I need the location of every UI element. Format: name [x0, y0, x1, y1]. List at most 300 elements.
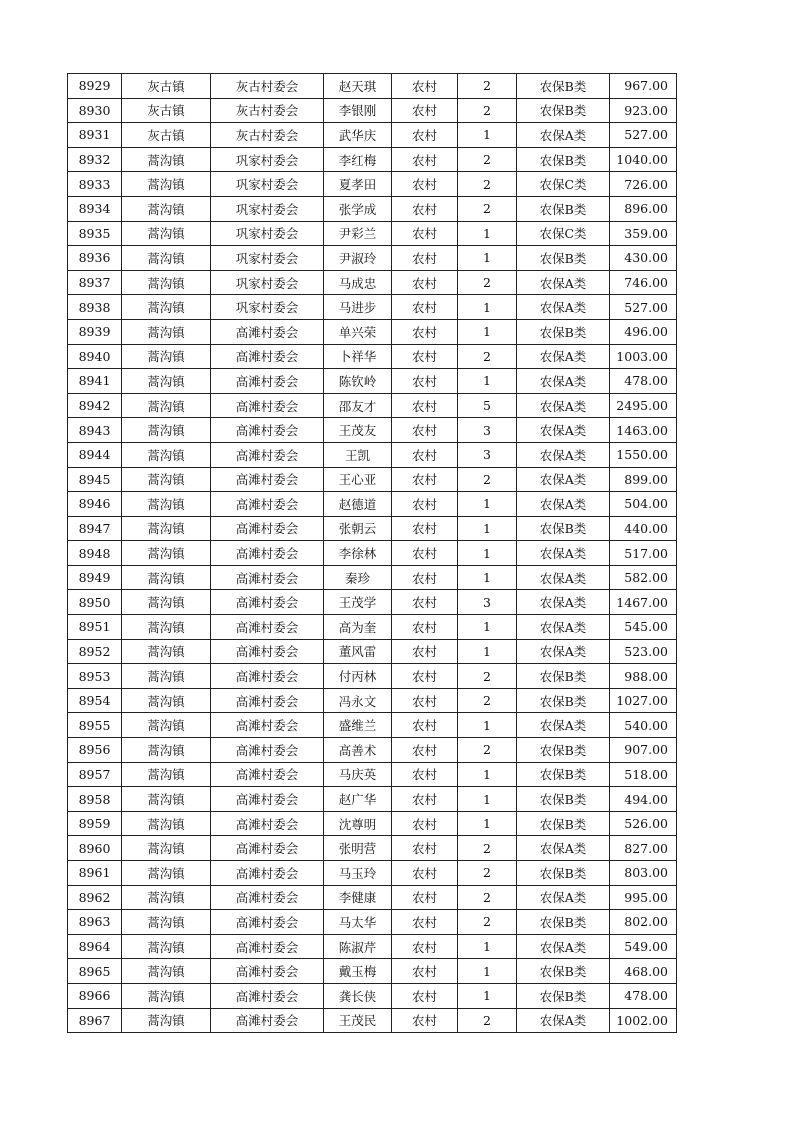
area-type-cell: 农村 — [392, 344, 458, 369]
amount-cell: 1463.00 — [610, 418, 677, 443]
town-cell: 蒿沟镇 — [122, 811, 211, 836]
insurance-category-cell: 农保B类 — [517, 959, 610, 984]
area-type-cell: 农村 — [392, 270, 458, 295]
village-committee-cell: 灰古村委会 — [211, 74, 324, 99]
amount-cell: 726.00 — [610, 172, 677, 197]
village-committee-cell: 高滩村委会 — [211, 1008, 324, 1033]
village-committee-cell: 高滩村委会 — [211, 639, 324, 664]
town-cell: 蒿沟镇 — [122, 541, 211, 566]
insurance-category-cell: 农保A类 — [517, 639, 610, 664]
row-number-cell: 8929 — [68, 74, 122, 99]
insurance-category-cell: 农保A类 — [517, 615, 610, 640]
household-count-cell: 1 — [458, 295, 517, 320]
village-committee-cell: 高滩村委会 — [211, 418, 324, 443]
household-count-cell: 2 — [458, 344, 517, 369]
table-row — [68, 639, 677, 664]
amount-cell: 746.00 — [610, 270, 677, 295]
table-row — [68, 344, 677, 369]
table-body — [68, 74, 677, 1033]
town-cell: 蒿沟镇 — [122, 418, 211, 443]
household-count-cell: 1 — [458, 221, 517, 246]
village-committee-cell: 灰古村委会 — [211, 123, 324, 148]
person-name-cell: 邵友才 — [324, 393, 392, 418]
area-type-cell: 农村 — [392, 393, 458, 418]
insurance-category-cell: 农保B类 — [517, 861, 610, 886]
village-committee-cell: 高滩村委会 — [211, 319, 324, 344]
village-committee-cell: 高滩村委会 — [211, 369, 324, 394]
row-number-cell: 8950 — [68, 590, 122, 615]
amount-cell: 478.00 — [610, 983, 677, 1008]
household-count-cell: 1 — [458, 959, 517, 984]
row-number-cell: 8958 — [68, 787, 122, 812]
person-name-cell: 武华庆 — [324, 123, 392, 148]
person-name-cell: 赵天琪 — [324, 74, 392, 99]
person-name-cell: 赵广华 — [324, 787, 392, 812]
town-cell: 蒿沟镇 — [122, 713, 211, 738]
household-count-cell: 2 — [458, 738, 517, 763]
area-type-cell: 农村 — [392, 442, 458, 467]
household-count-cell: 1 — [458, 762, 517, 787]
table-row — [68, 590, 677, 615]
row-number-cell: 8942 — [68, 393, 122, 418]
household-count-cell: 1 — [458, 615, 517, 640]
amount-cell: 523.00 — [610, 639, 677, 664]
village-committee-cell: 巩家村委会 — [211, 270, 324, 295]
area-type-cell: 农村 — [392, 369, 458, 394]
town-cell: 蒿沟镇 — [122, 492, 211, 517]
person-name-cell: 赵德道 — [324, 492, 392, 517]
person-name-cell: 高善术 — [324, 738, 392, 763]
table-row — [68, 1008, 677, 1033]
area-type-cell: 农村 — [392, 910, 458, 935]
table-row — [68, 762, 677, 787]
household-count-cell: 2 — [458, 885, 517, 910]
village-committee-cell: 高滩村委会 — [211, 442, 324, 467]
insurance-category-cell: 农保B类 — [517, 762, 610, 787]
area-type-cell: 农村 — [392, 639, 458, 664]
table-row — [68, 885, 677, 910]
town-cell: 蒿沟镇 — [122, 639, 211, 664]
household-count-cell: 5 — [458, 393, 517, 418]
person-name-cell: 马庆英 — [324, 762, 392, 787]
person-name-cell: 夏孝田 — [324, 172, 392, 197]
area-type-cell: 农村 — [392, 319, 458, 344]
household-count-cell: 2 — [458, 861, 517, 886]
household-count-cell: 1 — [458, 492, 517, 517]
household-count-cell: 1 — [458, 787, 517, 812]
amount-cell: 494.00 — [610, 787, 677, 812]
insurance-category-cell: 农保A类 — [517, 836, 610, 861]
table-row — [68, 196, 677, 221]
person-name-cell: 李银刚 — [324, 98, 392, 123]
amount-cell: 527.00 — [610, 295, 677, 320]
amount-cell: 988.00 — [610, 664, 677, 689]
household-count-cell: 3 — [458, 442, 517, 467]
household-count-cell: 2 — [458, 664, 517, 689]
table-row — [68, 270, 677, 295]
amount-cell: 802.00 — [610, 910, 677, 935]
village-committee-cell: 巩家村委会 — [211, 221, 324, 246]
table-row — [68, 811, 677, 836]
row-number-cell: 8963 — [68, 910, 122, 935]
table-row — [68, 147, 677, 172]
insurance-category-cell: 农保B类 — [517, 664, 610, 689]
table-row — [68, 615, 677, 640]
village-committee-cell: 高滩村委会 — [211, 738, 324, 763]
village-committee-cell: 高滩村委会 — [211, 615, 324, 640]
person-name-cell: 马玉玲 — [324, 861, 392, 886]
amount-cell: 1027.00 — [610, 688, 677, 713]
area-type-cell: 农村 — [392, 713, 458, 738]
records-table — [67, 73, 677, 1033]
table-row — [68, 393, 677, 418]
household-count-cell: 2 — [458, 270, 517, 295]
amount-cell: 923.00 — [610, 98, 677, 123]
person-name-cell: 李徐林 — [324, 541, 392, 566]
row-number-cell: 8946 — [68, 492, 122, 517]
table-row — [68, 172, 677, 197]
amount-cell: 1040.00 — [610, 147, 677, 172]
town-cell: 蒿沟镇 — [122, 934, 211, 959]
table-row — [68, 738, 677, 763]
person-name-cell: 王茂学 — [324, 590, 392, 615]
person-name-cell: 陈钦岭 — [324, 369, 392, 394]
household-count-cell: 2 — [458, 1008, 517, 1033]
household-count-cell: 1 — [458, 934, 517, 959]
person-name-cell: 冯永文 — [324, 688, 392, 713]
town-cell: 蒿沟镇 — [122, 861, 211, 886]
person-name-cell: 龚长侠 — [324, 983, 392, 1008]
household-count-cell: 1 — [458, 811, 517, 836]
insurance-category-cell: 农保A类 — [517, 1008, 610, 1033]
village-committee-cell: 高滩村委会 — [211, 516, 324, 541]
amount-cell: 540.00 — [610, 713, 677, 738]
insurance-category-cell: 农保A类 — [517, 123, 610, 148]
household-count-cell: 2 — [458, 147, 517, 172]
row-number-cell: 8943 — [68, 418, 122, 443]
village-committee-cell: 高滩村委会 — [211, 713, 324, 738]
village-committee-cell: 高滩村委会 — [211, 983, 324, 1008]
household-count-cell: 2 — [458, 172, 517, 197]
insurance-category-cell: 农保B类 — [517, 196, 610, 221]
amount-cell: 359.00 — [610, 221, 677, 246]
area-type-cell: 农村 — [392, 811, 458, 836]
person-name-cell: 尹彩兰 — [324, 221, 392, 246]
table-row — [68, 910, 677, 935]
household-count-cell: 1 — [458, 369, 517, 394]
person-name-cell: 马成忠 — [324, 270, 392, 295]
amount-cell: 526.00 — [610, 811, 677, 836]
insurance-category-cell: 农保A类 — [517, 442, 610, 467]
person-name-cell: 王茂民 — [324, 1008, 392, 1033]
amount-cell: 896.00 — [610, 196, 677, 221]
town-cell: 蒿沟镇 — [122, 319, 211, 344]
row-number-cell: 8960 — [68, 836, 122, 861]
person-name-cell: 王心亚 — [324, 467, 392, 492]
household-count-cell: 2 — [458, 910, 517, 935]
area-type-cell: 农村 — [392, 98, 458, 123]
town-cell: 蒿沟镇 — [122, 885, 211, 910]
table-row — [68, 983, 677, 1008]
insurance-category-cell: 农保A类 — [517, 467, 610, 492]
row-number-cell: 8957 — [68, 762, 122, 787]
row-number-cell: 8955 — [68, 713, 122, 738]
row-number-cell: 8941 — [68, 369, 122, 394]
insurance-category-cell: 农保B类 — [517, 516, 610, 541]
table-row — [68, 516, 677, 541]
table-row — [68, 836, 677, 861]
insurance-category-cell: 农保B类 — [517, 98, 610, 123]
row-number-cell: 8959 — [68, 811, 122, 836]
row-number-cell: 8948 — [68, 541, 122, 566]
village-committee-cell: 高滩村委会 — [211, 492, 324, 517]
household-count-cell: 1 — [458, 713, 517, 738]
area-type-cell: 农村 — [392, 418, 458, 443]
row-number-cell: 8945 — [68, 467, 122, 492]
amount-cell: 549.00 — [610, 934, 677, 959]
household-count-cell: 2 — [458, 74, 517, 99]
household-count-cell: 2 — [458, 688, 517, 713]
table-row — [68, 541, 677, 566]
area-type-cell: 农村 — [392, 565, 458, 590]
area-type-cell: 农村 — [392, 738, 458, 763]
table-row — [68, 74, 677, 99]
town-cell: 蒿沟镇 — [122, 983, 211, 1008]
amount-cell: 430.00 — [610, 246, 677, 271]
insurance-category-cell: 农保A类 — [517, 934, 610, 959]
area-type-cell: 农村 — [392, 221, 458, 246]
row-number-cell: 8966 — [68, 983, 122, 1008]
village-committee-cell: 巩家村委会 — [211, 172, 324, 197]
insurance-category-cell: 农保B类 — [517, 246, 610, 271]
area-type-cell: 农村 — [392, 590, 458, 615]
area-type-cell: 农村 — [392, 959, 458, 984]
village-committee-cell: 高滩村委会 — [211, 344, 324, 369]
person-name-cell: 张明营 — [324, 836, 392, 861]
area-type-cell: 农村 — [392, 467, 458, 492]
table-row — [68, 565, 677, 590]
insurance-category-cell: 农保B类 — [517, 74, 610, 99]
person-name-cell: 董风雷 — [324, 639, 392, 664]
area-type-cell: 农村 — [392, 295, 458, 320]
row-number-cell: 8967 — [68, 1008, 122, 1033]
person-name-cell: 李红梅 — [324, 147, 392, 172]
area-type-cell: 农村 — [392, 246, 458, 271]
person-name-cell: 王凯 — [324, 442, 392, 467]
row-number-cell: 8954 — [68, 688, 122, 713]
town-cell: 蒿沟镇 — [122, 590, 211, 615]
row-number-cell: 8965 — [68, 959, 122, 984]
insurance-category-cell: 农保A类 — [517, 492, 610, 517]
village-committee-cell: 高滩村委会 — [211, 959, 324, 984]
town-cell: 蒿沟镇 — [122, 344, 211, 369]
village-committee-cell: 高滩村委会 — [211, 861, 324, 886]
amount-cell: 440.00 — [610, 516, 677, 541]
town-cell: 蒿沟镇 — [122, 959, 211, 984]
village-committee-cell: 高滩村委会 — [211, 934, 324, 959]
village-committee-cell: 高滩村委会 — [211, 885, 324, 910]
amount-cell: 907.00 — [610, 738, 677, 763]
person-name-cell: 沈尊明 — [324, 811, 392, 836]
person-name-cell: 高为奎 — [324, 615, 392, 640]
household-count-cell: 1 — [458, 516, 517, 541]
village-committee-cell: 巩家村委会 — [211, 295, 324, 320]
village-committee-cell: 巩家村委会 — [211, 147, 324, 172]
insurance-category-cell: 农保C类 — [517, 221, 610, 246]
row-number-cell: 8964 — [68, 934, 122, 959]
area-type-cell: 农村 — [392, 147, 458, 172]
person-name-cell: 尹淑玲 — [324, 246, 392, 271]
village-committee-cell: 高滩村委会 — [211, 467, 324, 492]
village-committee-cell: 高滩村委会 — [211, 664, 324, 689]
row-number-cell: 8944 — [68, 442, 122, 467]
person-name-cell: 卜祥华 — [324, 344, 392, 369]
person-name-cell: 盛维兰 — [324, 713, 392, 738]
table-row — [68, 319, 677, 344]
town-cell: 蒿沟镇 — [122, 270, 211, 295]
insurance-category-cell: 农保B类 — [517, 147, 610, 172]
household-count-cell: 1 — [458, 319, 517, 344]
person-name-cell: 王茂友 — [324, 418, 392, 443]
town-cell: 蒿沟镇 — [122, 565, 211, 590]
area-type-cell: 农村 — [392, 492, 458, 517]
amount-cell: 527.00 — [610, 123, 677, 148]
table-row — [68, 787, 677, 812]
town-cell: 蒿沟镇 — [122, 836, 211, 861]
household-count-cell: 1 — [458, 123, 517, 148]
household-count-cell: 2 — [458, 196, 517, 221]
person-name-cell: 张学成 — [324, 196, 392, 221]
table-row — [68, 959, 677, 984]
town-cell: 蒿沟镇 — [122, 196, 211, 221]
insurance-category-cell: 农保A类 — [517, 885, 610, 910]
village-committee-cell: 高滩村委会 — [211, 688, 324, 713]
row-number-cell: 8935 — [68, 221, 122, 246]
row-number-cell: 8962 — [68, 885, 122, 910]
household-count-cell: 1 — [458, 246, 517, 271]
table-row — [68, 418, 677, 443]
row-number-cell: 8931 — [68, 123, 122, 148]
town-cell: 蒿沟镇 — [122, 393, 211, 418]
town-cell: 蒿沟镇 — [122, 688, 211, 713]
area-type-cell: 农村 — [392, 172, 458, 197]
amount-cell: 1002.00 — [610, 1008, 677, 1033]
row-number-cell: 8934 — [68, 196, 122, 221]
insurance-category-cell: 农保A类 — [517, 295, 610, 320]
area-type-cell: 农村 — [392, 615, 458, 640]
insurance-category-cell: 农保B类 — [517, 688, 610, 713]
row-number-cell: 8930 — [68, 98, 122, 123]
table-row — [68, 713, 677, 738]
area-type-cell: 农村 — [392, 762, 458, 787]
village-committee-cell: 高滩村委会 — [211, 910, 324, 935]
household-count-cell: 1 — [458, 983, 517, 1008]
household-count-cell: 3 — [458, 590, 517, 615]
insurance-category-cell: 农保A类 — [517, 418, 610, 443]
table-row — [68, 442, 677, 467]
household-count-cell: 2 — [458, 98, 517, 123]
row-number-cell: 8961 — [68, 861, 122, 886]
area-type-cell: 农村 — [392, 885, 458, 910]
amount-cell: 496.00 — [610, 319, 677, 344]
table-row — [68, 492, 677, 517]
person-name-cell: 戴玉梅 — [324, 959, 392, 984]
table-row — [68, 123, 677, 148]
area-type-cell: 农村 — [392, 123, 458, 148]
insurance-category-cell: 农保C类 — [517, 172, 610, 197]
row-number-cell: 8940 — [68, 344, 122, 369]
insurance-category-cell: 农保B类 — [517, 910, 610, 935]
row-number-cell: 8933 — [68, 172, 122, 197]
town-cell: 蒿沟镇 — [122, 147, 211, 172]
town-cell: 蒿沟镇 — [122, 295, 211, 320]
table-row — [68, 934, 677, 959]
town-cell: 蒿沟镇 — [122, 910, 211, 935]
area-type-cell: 农村 — [392, 861, 458, 886]
area-type-cell: 农村 — [392, 787, 458, 812]
town-cell: 灰古镇 — [122, 123, 211, 148]
table-row — [68, 861, 677, 886]
village-committee-cell: 巩家村委会 — [211, 246, 324, 271]
row-number-cell: 8938 — [68, 295, 122, 320]
amount-cell: 582.00 — [610, 565, 677, 590]
row-number-cell: 8932 — [68, 147, 122, 172]
area-type-cell: 农村 — [392, 541, 458, 566]
area-type-cell: 农村 — [392, 688, 458, 713]
village-committee-cell: 高滩村委会 — [211, 811, 324, 836]
row-number-cell: 8939 — [68, 319, 122, 344]
person-name-cell: 李健康 — [324, 885, 392, 910]
amount-cell: 803.00 — [610, 861, 677, 886]
row-number-cell: 8937 — [68, 270, 122, 295]
town-cell: 灰古镇 — [122, 98, 211, 123]
row-number-cell: 8952 — [68, 639, 122, 664]
area-type-cell: 农村 — [392, 1008, 458, 1033]
household-count-cell: 1 — [458, 565, 517, 590]
table-row — [68, 98, 677, 123]
amount-cell: 518.00 — [610, 762, 677, 787]
insurance-category-cell: 农保A类 — [517, 713, 610, 738]
table-row — [68, 467, 677, 492]
village-committee-cell: 高滩村委会 — [211, 590, 324, 615]
table-row — [68, 246, 677, 271]
table-row — [68, 688, 677, 713]
person-name-cell: 付丙林 — [324, 664, 392, 689]
row-number-cell: 8953 — [68, 664, 122, 689]
insurance-category-cell: 农保A类 — [517, 590, 610, 615]
town-cell: 灰古镇 — [122, 74, 211, 99]
row-number-cell: 8949 — [68, 565, 122, 590]
person-name-cell: 单兴荣 — [324, 319, 392, 344]
insurance-category-cell: 农保A类 — [517, 393, 610, 418]
person-name-cell: 陈淑芹 — [324, 934, 392, 959]
table-row — [68, 664, 677, 689]
household-count-cell: 1 — [458, 541, 517, 566]
insurance-category-cell: 农保B类 — [517, 811, 610, 836]
insurance-category-cell: 农保B类 — [517, 983, 610, 1008]
table-row — [68, 369, 677, 394]
town-cell: 蒿沟镇 — [122, 615, 211, 640]
town-cell: 蒿沟镇 — [122, 787, 211, 812]
town-cell: 蒿沟镇 — [122, 664, 211, 689]
insurance-category-cell: 农保A类 — [517, 270, 610, 295]
town-cell: 蒿沟镇 — [122, 369, 211, 394]
village-committee-cell: 高滩村委会 — [211, 762, 324, 787]
row-number-cell: 8936 — [68, 246, 122, 271]
amount-cell: 1550.00 — [610, 442, 677, 467]
village-committee-cell: 高滩村委会 — [211, 565, 324, 590]
amount-cell: 995.00 — [610, 885, 677, 910]
